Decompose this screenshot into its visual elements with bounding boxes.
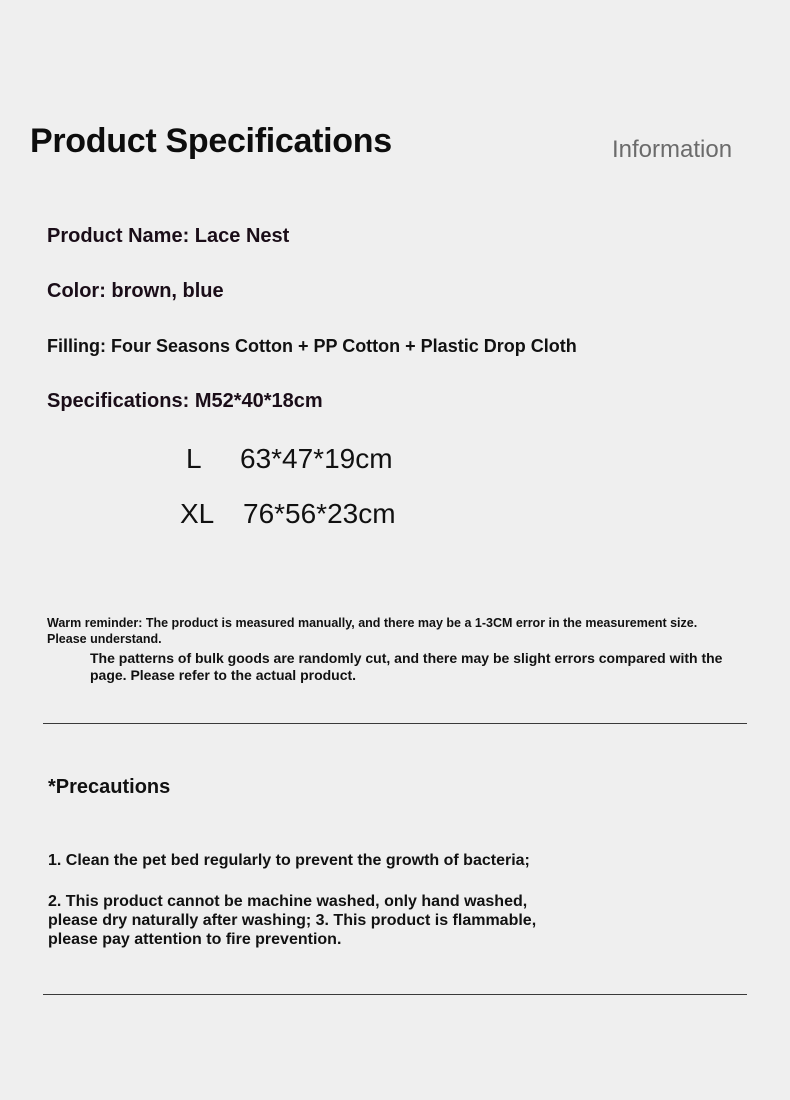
size-value: 63*47*19cm bbox=[240, 443, 393, 474]
section-tag: Information bbox=[612, 136, 733, 163]
spec-color: Color: brown, blue bbox=[47, 280, 224, 302]
spec-filling: Filling: Four Seasons Cotton + PP Cotton + Plastic Drop Cloth bbox=[47, 336, 577, 356]
size-label: XL bbox=[180, 498, 215, 529]
warm-reminder: Warm reminder: The product is measured manually, and there may be a 1-3CM error in the measurement size. Please understand. bbox=[47, 616, 698, 646]
pattern-note: The patterns of bulk goods are randomly cut, and there may be slight errors compared with the page. Please refer to the actual product. bbox=[90, 650, 723, 683]
size-label: L bbox=[186, 443, 202, 474]
divider bbox=[43, 723, 747, 724]
size-row-l bbox=[0, 443, 790, 479]
spec-product-name: Product Name: Lace Nest bbox=[47, 225, 290, 247]
size-row-xl bbox=[0, 498, 790, 534]
precaution-item-1: 1. Clean the pet bed regularly to prevent the growth of bacteria; bbox=[48, 852, 530, 869]
size-value: 76*56*23cm bbox=[243, 498, 396, 529]
precautions-title: *Precautions bbox=[48, 776, 171, 798]
divider bbox=[43, 994, 747, 995]
page-title: Product Specifications bbox=[30, 122, 392, 160]
precaution-item-2: 2. This product cannot be machine washed, only hand washed, please dry naturally after washing; 3. This product is flammable, please pay attention to fire prevention. bbox=[48, 893, 537, 948]
spec-specifications: Specifications: M52*40*18cm bbox=[47, 390, 323, 412]
